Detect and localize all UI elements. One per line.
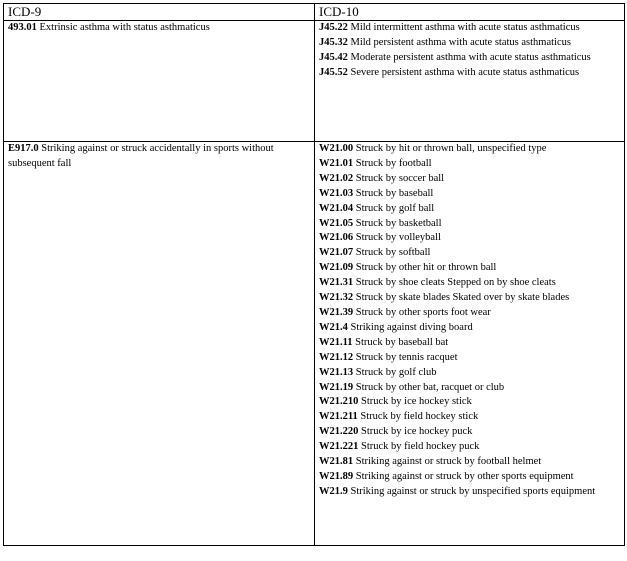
icd10-description: Struck by volleyball [355, 232, 441, 244]
icd10-code: W21.04 [319, 202, 354, 214]
icd10-entry [319, 202, 620, 217]
icd10-code: W21.07 [319, 247, 354, 259]
icd10-description: Striking against or struck by football helmet [355, 456, 542, 468]
icd10-description: Struck by ice hockey puck [361, 426, 473, 438]
icd10-description: Mild intermittent asthma with acute status asthmaticus [350, 22, 580, 33]
icd10-description: Struck by golf club [355, 366, 437, 378]
icd10-cell [315, 142, 625, 546]
icd10-code: W21.221 [319, 441, 359, 453]
icd10-entry [319, 157, 620, 172]
icd10-entry [319, 36, 620, 51]
icd10-code: W21.9 [319, 485, 348, 497]
table-row [4, 142, 625, 546]
icd10-entry [319, 306, 620, 321]
icd10-cell [315, 21, 625, 142]
icd10-code: J45.42 [319, 51, 348, 63]
icd10-entry [319, 51, 620, 66]
icd10-code: W21.39 [319, 306, 354, 318]
icd10-entry [319, 425, 620, 440]
icd10-entry [319, 351, 620, 366]
icd10-description: Struck by basketball [355, 217, 442, 229]
icd10-description: Struck by skate blades Skated over by skate blades [355, 292, 570, 304]
icd10-code: W21.211 [319, 411, 358, 423]
icd10-code: W21.19 [319, 381, 354, 393]
icd10-description: Struck by other sports foot wear [355, 306, 491, 318]
icd10-code: W21.02 [319, 172, 354, 184]
icd10-description: Striking against or struck by unspecified sports equipment [350, 485, 596, 497]
icd10-entry [319, 440, 620, 455]
icd10-entry [319, 485, 620, 500]
icd10-description: Struck by shoe cleats Stepped on by shoe cleats [355, 277, 556, 289]
icd10-entry [319, 231, 620, 246]
icd10-description: Struck by softball [355, 247, 431, 259]
icd10-code: W21.06 [319, 232, 354, 244]
icd10-description: Struck by hit or thrown ball, unspecified type [355, 143, 547, 154]
icd10-description: Severe persistent asthma with acute status asthmaticus [350, 66, 580, 78]
icd10-description: Struck by field hockey stick [360, 411, 479, 423]
icd10-entry [319, 291, 620, 306]
icd10-code: W21.01 [319, 157, 354, 169]
icd10-description: Struck by field hockey puck [361, 441, 480, 453]
icd10-description: Struck by soccer ball [355, 172, 445, 184]
icd9-cell [4, 142, 315, 546]
icd10-code: J45.32 [319, 36, 348, 48]
icd10-entry [319, 276, 620, 291]
icd10-entry [319, 261, 620, 276]
icd10-code: W21.32 [319, 292, 354, 304]
icd9-code: E917.0 [8, 143, 39, 154]
icd9-code: 493.01 [8, 22, 37, 33]
icd10-code: W21.05 [319, 217, 354, 229]
icd10-description: Struck by tennis racquet [355, 351, 458, 363]
icd10-code: W21.00 [319, 143, 354, 154]
icd-crosswalk-table [3, 3, 625, 546]
icd9-entry [8, 21, 310, 36]
icd10-description: Struck by other hit or thrown ball [355, 262, 497, 274]
icd10-entry [319, 336, 620, 351]
icd10-description: Striking against diving board [350, 321, 473, 333]
icd10-code: W21.89 [319, 470, 354, 482]
icd10-entry [319, 366, 620, 381]
icd10-entry [319, 321, 620, 336]
table-row [4, 21, 625, 142]
icd10-code: J45.52 [319, 66, 348, 78]
icd10-entry [319, 395, 620, 410]
icd10-description: Struck by football [355, 157, 432, 169]
icd10-entry [319, 470, 620, 485]
icd10-description: Moderate persistent asthma with acute status asthmaticus [350, 51, 591, 63]
header-row [4, 4, 625, 21]
icd10-description: Struck by golf ball [355, 202, 435, 214]
icd10-code: J45.22 [319, 22, 348, 33]
icd10-code: W21.210 [319, 396, 359, 408]
icd9-column-header: ICD-9 [4, 4, 315, 21]
icd10-description: Mild persistent asthma with acute status asthmaticus [350, 36, 571, 48]
icd10-entry [319, 381, 620, 396]
icd10-code: W21.09 [319, 262, 354, 274]
icd10-description: Striking against or struck by other sports equipment [355, 470, 574, 482]
icd10-entry [319, 246, 620, 261]
icd10-entry [319, 217, 620, 232]
icd10-code: W21.220 [319, 426, 359, 438]
icd10-code: W21.4 [319, 321, 348, 333]
icd10-code: W21.81 [319, 456, 354, 468]
icd10-entry [319, 66, 620, 81]
icd10-entry [319, 455, 620, 470]
icd9-entry [8, 142, 310, 172]
icd10-description: Struck by baseball [355, 187, 434, 199]
icd10-entry [319, 21, 620, 36]
icd10-entry [319, 142, 620, 157]
icd9-description: Extrinsic asthma with status asthmaticus [39, 22, 210, 33]
icd10-entry [319, 187, 620, 202]
icd10-code: W21.13 [319, 366, 354, 378]
icd10-column-header: ICD-10 [315, 4, 625, 21]
icd10-description: Struck by other bat, racquet or club [355, 381, 505, 393]
icd10-code: W21.03 [319, 187, 354, 199]
icd10-description: Struck by baseball bat [355, 336, 449, 348]
icd9-cell [4, 21, 315, 142]
icd10-code: W21.11 [319, 336, 353, 348]
icd10-code: W21.12 [319, 351, 354, 363]
icd10-code: W21.31 [319, 277, 354, 289]
icd10-entry [319, 410, 620, 425]
icd9-description: Striking against or struck accidentally in sports without subsequent fall [8, 143, 274, 169]
icd10-description: Struck by ice hockey stick [361, 396, 472, 408]
icd10-entry [319, 172, 620, 187]
